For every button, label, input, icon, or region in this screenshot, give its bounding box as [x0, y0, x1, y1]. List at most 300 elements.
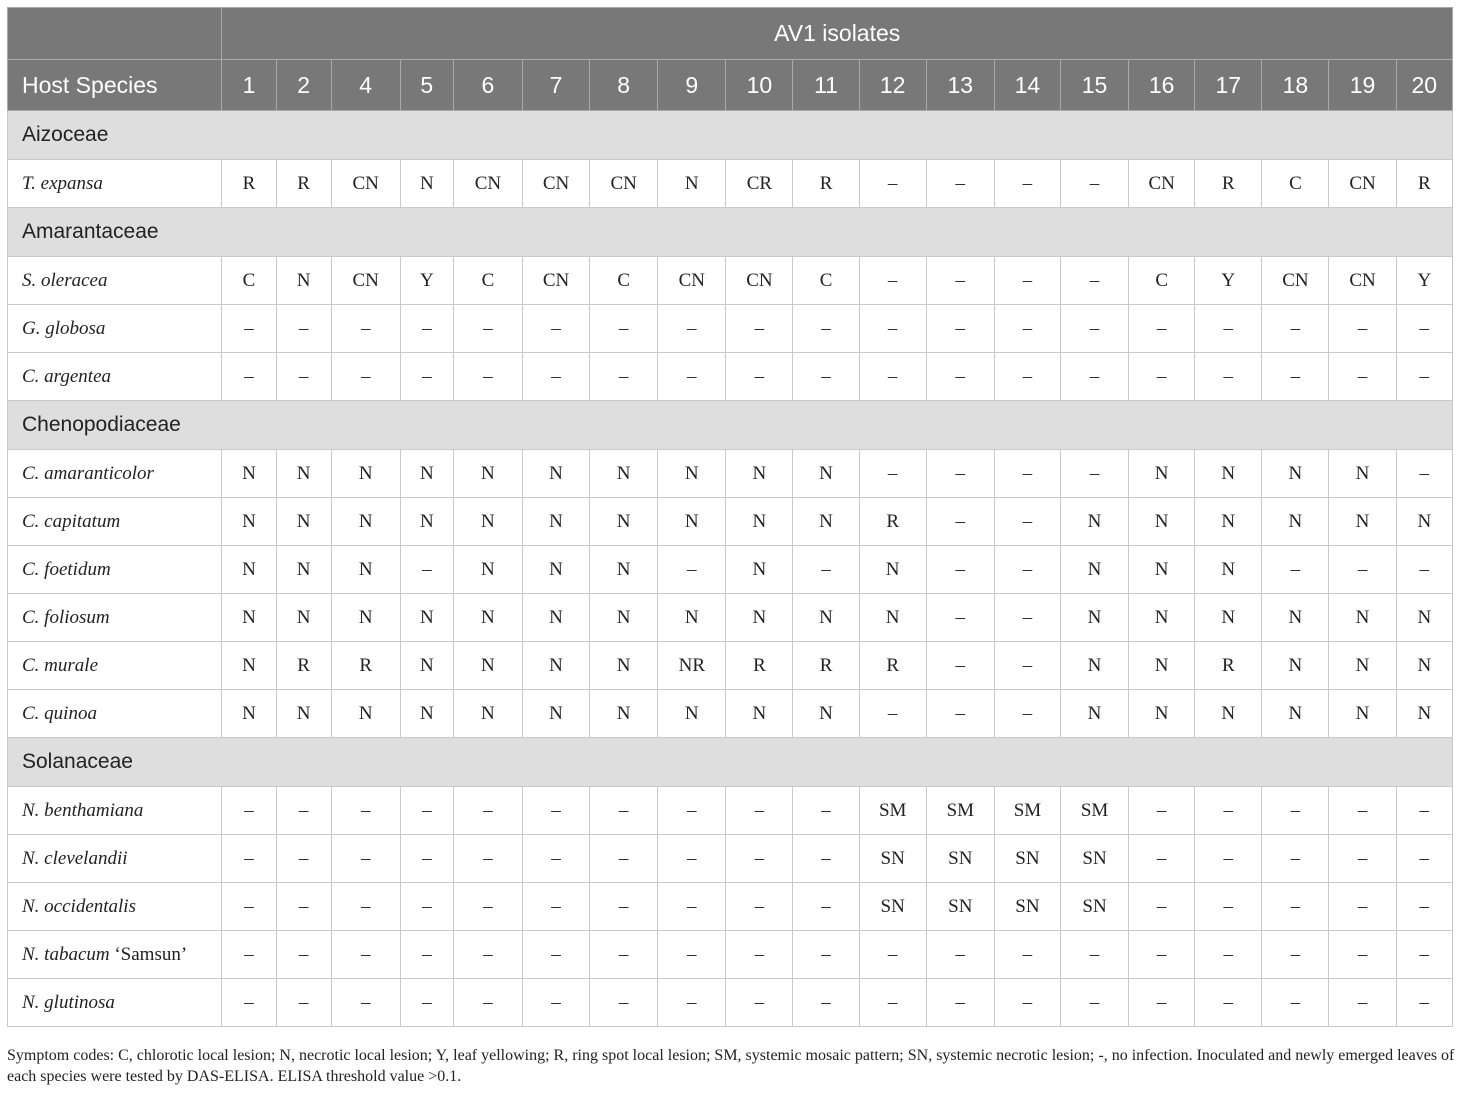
symptom-cell: – [453, 979, 522, 1027]
isolate-header: 9 [658, 60, 726, 111]
symptom-cell: CN [1329, 257, 1396, 305]
symptom-cell: N [1129, 498, 1195, 546]
species-cell [8, 160, 222, 208]
symptom-cell: SM [926, 787, 994, 835]
table-row [8, 498, 1453, 546]
symptom-cell: – [276, 979, 331, 1027]
symptom-cell: N [400, 160, 453, 208]
symptom-cell: – [276, 835, 331, 883]
symptom-cell: – [1262, 353, 1329, 401]
symptom-cell: Y [1396, 257, 1452, 305]
symptom-cell: N [726, 594, 793, 642]
symptom-cell: – [1195, 305, 1262, 353]
symptom-cell: – [1129, 979, 1195, 1027]
symptom-cell: – [926, 450, 994, 498]
species-name: C. argentea [22, 365, 112, 387]
symptom-cell: – [222, 883, 276, 931]
symptom-cell: N [222, 594, 276, 642]
symptom-cell: – [926, 546, 994, 594]
symptom-cell: N [276, 690, 331, 738]
table-row [8, 257, 1453, 305]
symptom-cell: – [1129, 835, 1195, 883]
symptom-cell: – [793, 979, 859, 1027]
av1-isolates-header: AV1 isolates [222, 8, 1453, 60]
isolate-header: 1 [222, 60, 276, 111]
isolate-header: 20 [1396, 60, 1452, 111]
isolate-header: 6 [453, 60, 522, 111]
symptom-cell: – [726, 787, 793, 835]
symptom-cell: – [994, 546, 1060, 594]
symptom-cell: – [400, 979, 453, 1027]
species-cell [8, 353, 222, 401]
symptom-cell: – [522, 305, 589, 353]
symptom-cell: – [1329, 546, 1396, 594]
table-row [8, 690, 1453, 738]
symptom-cell: – [1329, 305, 1396, 353]
symptom-cell: N [1329, 450, 1396, 498]
table-row [8, 787, 1453, 835]
symptom-cell: N [1329, 642, 1396, 690]
species-name: C. capitatum [22, 510, 121, 532]
species-cell [8, 305, 222, 353]
symptom-cell: – [658, 305, 726, 353]
symptom-cell: – [453, 835, 522, 883]
symptom-cell: N [1329, 690, 1396, 738]
symptom-cell: R [276, 160, 331, 208]
species-name: G. globosa [22, 317, 106, 339]
symptom-cell: – [994, 257, 1060, 305]
symptom-cell: N [1060, 690, 1128, 738]
symptom-cell: N [1129, 546, 1195, 594]
symptom-cell: N [222, 450, 276, 498]
symptom-cell: – [400, 835, 453, 883]
symptom-cell: – [926, 257, 994, 305]
symptom-cell: – [1396, 835, 1452, 883]
symptom-cell: N [590, 546, 658, 594]
species-cell [8, 257, 222, 305]
symptom-cell: CN [726, 257, 793, 305]
symptom-cell: N [222, 546, 276, 594]
symptom-cell: N [726, 498, 793, 546]
family-label: Aizoceae [8, 111, 1453, 160]
symptom-cell: – [859, 450, 926, 498]
isolate-header: 8 [590, 60, 658, 111]
symptom-cell: C [222, 257, 276, 305]
species-cell [8, 787, 222, 835]
symptom-cell: – [1329, 787, 1396, 835]
symptom-cell: – [994, 353, 1060, 401]
isolate-header: 4 [331, 60, 400, 111]
symptom-cell: SM [859, 787, 926, 835]
symptom-cell: – [1396, 353, 1452, 401]
symptom-cell: – [590, 883, 658, 931]
symptom-cell: CR [726, 160, 793, 208]
symptom-cell: SN [994, 883, 1060, 931]
symptom-cell: CN [1262, 257, 1329, 305]
symptom-cell: N [793, 498, 859, 546]
symptom-cell: C [1129, 257, 1195, 305]
symptom-cell: N [1396, 642, 1452, 690]
isolate-header: 17 [1195, 60, 1262, 111]
symptom-cell: N [331, 450, 400, 498]
symptom-cell: N [400, 594, 453, 642]
symptom-cell: SN [926, 883, 994, 931]
symptom-cell: – [859, 353, 926, 401]
symptom-cell: SN [994, 835, 1060, 883]
symptom-cell: N [1129, 690, 1195, 738]
species-name: N. clevelandii [22, 847, 128, 869]
symptom-cell: – [1195, 883, 1262, 931]
symptom-cell: – [793, 883, 859, 931]
symptom-cell: R [1195, 642, 1262, 690]
species-cell [8, 883, 222, 931]
symptom-cell: R [859, 642, 926, 690]
symptom-cell: – [522, 979, 589, 1027]
symptom-cell: – [1262, 931, 1329, 979]
symptom-cell: – [522, 931, 589, 979]
symptom-cell: – [400, 931, 453, 979]
symptom-cell: N [1262, 690, 1329, 738]
symptom-cell: – [1262, 305, 1329, 353]
symptom-cell: – [793, 353, 859, 401]
symptom-cell: – [222, 787, 276, 835]
species-name: C. quinoa [22, 702, 97, 724]
symptom-cell: N [726, 546, 793, 594]
symptom-cell: C [590, 257, 658, 305]
symptom-cell: N [453, 498, 522, 546]
family-label: Chenopodiaceae [8, 401, 1453, 450]
symptom-cell: – [331, 883, 400, 931]
symptom-cell: N [222, 498, 276, 546]
symptom-cell: – [1329, 353, 1396, 401]
symptom-cell: N [1396, 594, 1452, 642]
symptom-cell: – [726, 305, 793, 353]
symptom-cell: – [658, 546, 726, 594]
symptom-cell: CN [658, 257, 726, 305]
symptom-cell: N [453, 546, 522, 594]
symptom-cell: – [453, 353, 522, 401]
species-cell [8, 546, 222, 594]
symptom-cell: R [331, 642, 400, 690]
symptom-cell: – [1129, 305, 1195, 353]
isolate-header: 16 [1129, 60, 1195, 111]
symptom-cell: SN [859, 835, 926, 883]
symptom-cell: – [793, 546, 859, 594]
isolate-header: 15 [1060, 60, 1128, 111]
symptom-cell: – [793, 835, 859, 883]
species-name: N. glutinosa [22, 991, 115, 1013]
symptom-cell: N [522, 690, 589, 738]
symptom-cell: N [590, 690, 658, 738]
symptom-cell: – [453, 883, 522, 931]
symptom-cell: – [1060, 160, 1128, 208]
symptom-cell: – [994, 305, 1060, 353]
species-cell [8, 835, 222, 883]
symptom-cell: – [859, 257, 926, 305]
symptom-cell: CN [522, 257, 589, 305]
host-header-blank [8, 8, 222, 60]
symptom-cell: – [994, 690, 1060, 738]
symptom-cell: CN [590, 160, 658, 208]
symptom-cell: – [1060, 257, 1128, 305]
symptom-cell: – [926, 160, 994, 208]
symptom-cell: – [453, 931, 522, 979]
isolate-header: 14 [994, 60, 1060, 111]
symptom-cell: – [590, 979, 658, 1027]
symptom-cell: – [1195, 353, 1262, 401]
symptom-cell: – [1060, 353, 1128, 401]
symptom-cell: N [859, 594, 926, 642]
symptom-cell: – [522, 883, 589, 931]
symptom-cell: N [793, 594, 859, 642]
symptom-cell: CN [331, 257, 400, 305]
symptom-cell: – [1262, 787, 1329, 835]
symptom-cell: – [331, 353, 400, 401]
symptom-cell: – [400, 883, 453, 931]
isolate-header: 5 [400, 60, 453, 111]
symptom-cell: – [1396, 931, 1452, 979]
family-row [8, 208, 1453, 257]
isolate-header: 19 [1329, 60, 1396, 111]
symptom-cell: – [331, 835, 400, 883]
table-body [8, 111, 1453, 1027]
symptom-cell: – [453, 305, 522, 353]
symptom-cell: – [658, 835, 726, 883]
table-row [8, 835, 1453, 883]
symptom-cell: – [793, 787, 859, 835]
isolate-header: 18 [1262, 60, 1329, 111]
symptom-cell: – [1060, 979, 1128, 1027]
symptom-cell: – [331, 931, 400, 979]
symptom-cell: R [222, 160, 276, 208]
symptom-cell: Y [1195, 257, 1262, 305]
table-row [8, 883, 1453, 931]
symptom-cell: N [658, 450, 726, 498]
symptom-cell: – [1129, 353, 1195, 401]
symptom-cell: – [859, 979, 926, 1027]
symptom-cell: – [658, 931, 726, 979]
symptom-cell: – [1396, 305, 1452, 353]
species-cell [8, 931, 222, 979]
symptom-cell: SM [994, 787, 1060, 835]
symptom-cell: – [926, 353, 994, 401]
symptom-cell: NR [658, 642, 726, 690]
symptom-cell: N [1195, 450, 1262, 498]
symptom-cell: – [276, 353, 331, 401]
symptom-cell: N [590, 642, 658, 690]
symptom-cell: – [222, 979, 276, 1027]
symptom-cell: – [658, 353, 726, 401]
symptom-cell: N [1060, 498, 1128, 546]
symptom-cell: N [658, 160, 726, 208]
symptom-cell: N [522, 498, 589, 546]
table-row [8, 305, 1453, 353]
isolate-header: 2 [276, 60, 331, 111]
symptom-cell: – [994, 979, 1060, 1027]
symptom-cell: N [331, 594, 400, 642]
isolate-header: 13 [926, 60, 994, 111]
symptom-cell: N [1195, 546, 1262, 594]
symptom-cell: N [726, 450, 793, 498]
species-cell [8, 979, 222, 1027]
symptom-cell: SM [1060, 787, 1128, 835]
table-row [8, 642, 1453, 690]
symptom-cell: – [331, 305, 400, 353]
symptom-cell: N [400, 642, 453, 690]
symptom-cell: – [1329, 835, 1396, 883]
species-cell [8, 690, 222, 738]
species-cell [8, 450, 222, 498]
symptom-cell: – [859, 160, 926, 208]
symptom-cell: – [1129, 931, 1195, 979]
symptom-cell: – [1329, 979, 1396, 1027]
symptom-cell: – [726, 931, 793, 979]
symptom-cell: – [1060, 450, 1128, 498]
symptom-cell: N [400, 498, 453, 546]
symptom-cell: N [276, 450, 331, 498]
symptom-cell: – [926, 594, 994, 642]
symptom-cell: – [994, 160, 1060, 208]
host-species-header: Host Species [8, 60, 222, 111]
symptom-cell: – [658, 979, 726, 1027]
symptom-cell: – [926, 305, 994, 353]
family-row [8, 111, 1453, 160]
cultivar-name: ‘Samsun’ [114, 943, 188, 965]
symptom-cell: R [276, 642, 331, 690]
symptom-cell: N [331, 690, 400, 738]
symptom-cell: – [453, 787, 522, 835]
symptom-cell: N [1129, 594, 1195, 642]
species-name: S. oleracea [22, 269, 108, 291]
table-footnote: Symptom codes: C, chlorotic local lesion; N, necrotic local lesion; Y, leaf yellowing; R, ring spot local lesion; SM, systemic mosaic pattern; SN, systemic necrotic lesion; -, no infection. Inoculated and newly emerged leaves of each species were tested by DAS-ELISA. ELISA threshold value >0.1. [7, 1047, 1455, 1085]
symptom-cell: – [1329, 883, 1396, 931]
symptom-cell: R [1396, 160, 1452, 208]
symptom-cell: – [1195, 787, 1262, 835]
symptom-cell: – [1195, 931, 1262, 979]
symptom-cell: N [658, 498, 726, 546]
symptom-cell: – [793, 305, 859, 353]
symptom-cell: – [1262, 883, 1329, 931]
symptom-cell: N [331, 498, 400, 546]
symptom-cell: SN [926, 835, 994, 883]
symptom-cell: – [658, 787, 726, 835]
symptom-cell: – [1396, 979, 1452, 1027]
symptom-cell: CN [522, 160, 589, 208]
symptom-cell: – [590, 787, 658, 835]
symptom-cell: – [400, 353, 453, 401]
symptom-cell: – [1396, 546, 1452, 594]
symptom-cell: – [994, 450, 1060, 498]
symptom-cell: – [1262, 835, 1329, 883]
symptom-cell: N [522, 450, 589, 498]
symptom-cell: N [1195, 690, 1262, 738]
table-row [8, 160, 1453, 208]
symptom-cell: N [276, 594, 331, 642]
species-cell [8, 642, 222, 690]
symptom-cell: N [1262, 594, 1329, 642]
symptom-cell: – [994, 594, 1060, 642]
symptom-cell: – [590, 305, 658, 353]
symptom-cell: N [1329, 498, 1396, 546]
symptom-cell: N [522, 642, 589, 690]
symptom-cell: – [400, 787, 453, 835]
symptom-cell: – [331, 787, 400, 835]
symptom-cell: N [1129, 450, 1195, 498]
symptom-cell: CN [331, 160, 400, 208]
symptom-cell: – [400, 305, 453, 353]
symptom-cell: R [726, 642, 793, 690]
symptom-cell: N [400, 690, 453, 738]
symptom-cell: – [222, 305, 276, 353]
symptom-cell: N [1195, 594, 1262, 642]
symptom-cell: – [859, 931, 926, 979]
species-name: N. benthamiana [22, 799, 144, 821]
species-name: C. amaranticolor [22, 462, 154, 484]
species-cell [8, 594, 222, 642]
family-label: Solanaceae [8, 738, 1453, 787]
symptom-cell: – [926, 690, 994, 738]
symptom-cell: – [522, 353, 589, 401]
symptom-cell: – [1262, 979, 1329, 1027]
symptom-cell: – [859, 690, 926, 738]
symptom-cell: – [926, 498, 994, 546]
symptom-cell: N [658, 690, 726, 738]
symptom-cell: – [276, 787, 331, 835]
symptom-cell: – [522, 835, 589, 883]
symptom-cell: N [276, 498, 331, 546]
symptom-cell: N [590, 450, 658, 498]
symptom-cell: N [793, 450, 859, 498]
symptom-cell: N [1396, 690, 1452, 738]
symptom-cell: – [793, 931, 859, 979]
table-row [8, 450, 1453, 498]
isolate-header: 12 [859, 60, 926, 111]
symptom-cell: R [1195, 160, 1262, 208]
symptom-cell: N [590, 594, 658, 642]
symptom-cell: N [222, 642, 276, 690]
species-name: T. expansa [22, 172, 103, 194]
species-name: C. foliosum [22, 606, 110, 628]
species-name: N. occidentalis [22, 895, 136, 917]
symptom-cell: N [1262, 498, 1329, 546]
symptom-cell: – [276, 305, 331, 353]
symptom-cell: CN [1329, 160, 1396, 208]
symptom-cell: – [1060, 931, 1128, 979]
species-name: C. foetidum [22, 558, 111, 580]
host-range-table [7, 7, 1453, 1027]
isolate-header: 11 [793, 60, 859, 111]
symptom-cell: N [1329, 594, 1396, 642]
symptom-cell: N [453, 594, 522, 642]
symptom-cell: – [331, 979, 400, 1027]
symptom-cell: N [453, 642, 522, 690]
table-row [8, 931, 1453, 979]
symptom-cell: – [522, 787, 589, 835]
symptom-cell: N [1060, 642, 1128, 690]
symptom-cell: – [726, 353, 793, 401]
symptom-cell: – [1129, 787, 1195, 835]
symptom-cell: R [793, 642, 859, 690]
species-cell [8, 498, 222, 546]
symptom-cell: N [1129, 642, 1195, 690]
symptom-cell: – [276, 931, 331, 979]
species-name: N. tabacum [22, 943, 110, 965]
symptom-cell: – [658, 883, 726, 931]
symptom-cell: – [1262, 546, 1329, 594]
symptom-cell: – [590, 353, 658, 401]
symptom-cell: N [522, 546, 589, 594]
table-row [8, 979, 1453, 1027]
